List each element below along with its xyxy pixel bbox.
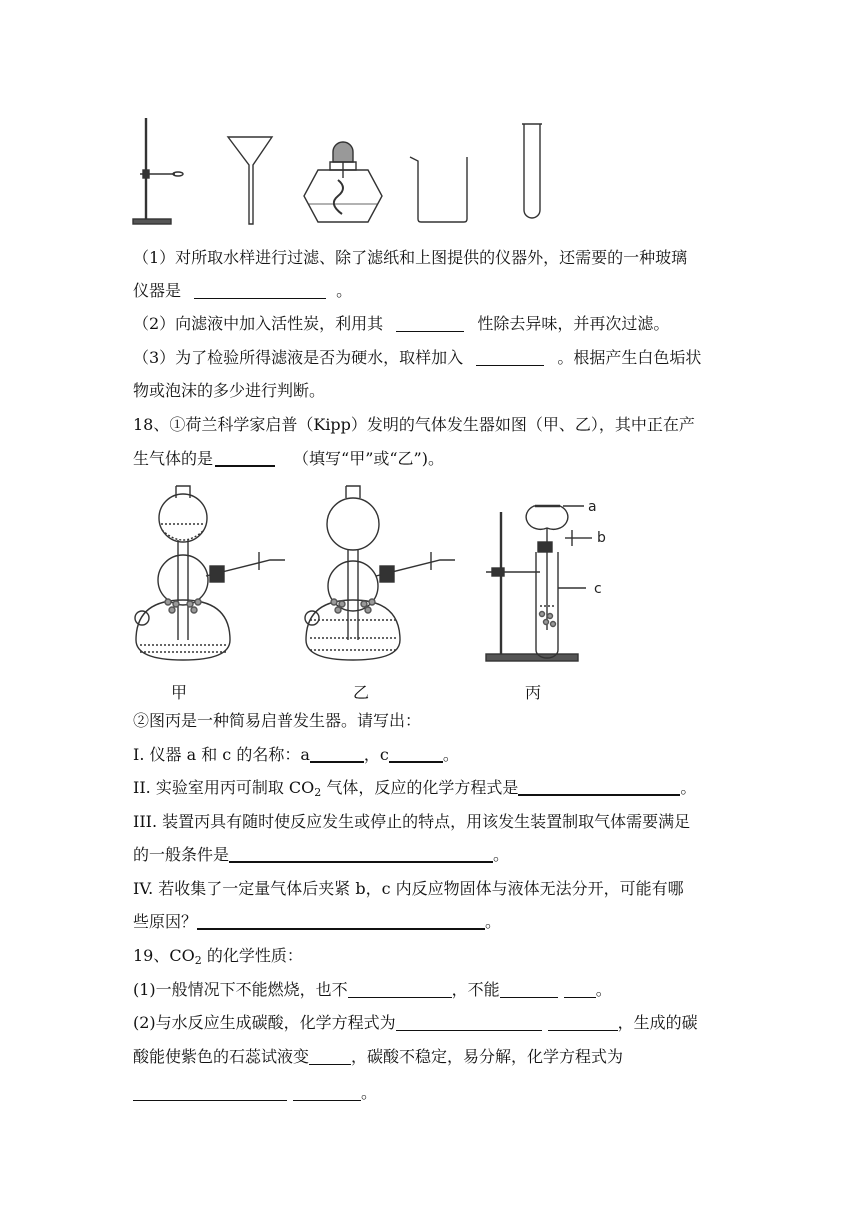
beaker-icon	[410, 157, 467, 222]
fig-letter-b: b	[597, 530, 606, 546]
answer-blank-property[interactable]	[396, 315, 464, 332]
fig-label-yi: 乙	[353, 683, 370, 702]
q18-item-iii-line1: III. 装置丙具有随时使反应发生或停止的特点，用该发生装置制取气体需要满足	[133, 812, 691, 831]
lab-equipment-figure	[0, 0, 860, 240]
answer-blank-not-support[interactable]	[348, 981, 452, 998]
q18-line1: 18、①荷兰科学家启普（Kipp）发明的气体发生器如图（甲、乙），其中正在产	[133, 415, 695, 434]
funnel-icon	[228, 137, 272, 224]
iron-stand-icon	[133, 118, 183, 224]
answer-blank-equation-co2[interactable]	[518, 778, 680, 796]
q17-part3-line2: 物或泡沫的多少进行判断。	[133, 381, 326, 400]
answer-blank-which-generator[interactable]	[215, 449, 275, 467]
kipp-generator-jia-icon	[135, 486, 285, 660]
q19-part1: (1)一般情况下不能燃烧，也不 ，不能 。	[133, 980, 612, 999]
answer-blank-instrument-c[interactable]	[389, 745, 443, 763]
q18-line2: 生气体的是 （填写“甲”或“乙”)。	[133, 449, 444, 468]
answer-blank-reagent[interactable]	[476, 349, 544, 366]
q18-item-iii-line2: 的一般条件是 。	[133, 845, 510, 864]
fig-label-bing: 丙	[525, 683, 542, 702]
q17-part1-line1: （1）对所取水样进行过滤、除了滤纸和上图提供的仪器外，还需要的一种玻璃	[133, 248, 688, 267]
q18-item-iv-line1: IV. 若收集了一定量气体后夹紧 b，c 内反应物固体与液体无法分开，可能有哪	[133, 879, 684, 898]
q18-item-ii: II. 实验室用丙可制取 $CO_2$ 气体，反应的化学方程式是 。	[133, 778, 697, 799]
answer-blank-decomposition-1[interactable]	[133, 1084, 287, 1101]
answer-blank-conditions[interactable]	[229, 845, 493, 863]
fig-letter-c: c	[594, 581, 602, 597]
fig-label-jia: 甲	[171, 683, 188, 702]
answer-blank-litmus-color[interactable]	[309, 1048, 351, 1065]
fig-letter-a: a	[588, 499, 597, 515]
q18-part2-intro: ②图丙是一种简易启普发生器。请写出：	[133, 711, 422, 730]
answer-blank-decomposition-2[interactable]	[293, 1084, 361, 1101]
answer-blank-carbonic-equation-1[interactable]	[396, 1014, 542, 1031]
q19-part2-line3: 。	[133, 1083, 733, 1103]
simple-kipp-generator-bing-icon	[486, 506, 592, 661]
answer-blank-carbonic-equation-2[interactable]	[548, 1014, 618, 1031]
answer-blank-reasons[interactable]	[197, 912, 485, 930]
q19-title: 19、$CO_2$ 的化学性质：	[133, 946, 303, 967]
answer-blank-instrument-a[interactable]	[310, 745, 364, 763]
q17-part2: （2）向滤液中加入活性炭，利用其 性除去异味，并再次过滤。	[133, 314, 670, 333]
q19-part2-line1: (2)与水反应生成碳酸，化学方程式为 ，生成的碳	[133, 1013, 698, 1032]
kipp-generator-yi-icon	[305, 486, 455, 660]
answer-blank-cannot-2[interactable]	[564, 981, 596, 998]
q17-part1-line2: 仪器是 。	[133, 281, 353, 300]
answer-blank-cannot-1[interactable]	[500, 981, 558, 998]
answer-blank-glass-instrument[interactable]	[194, 282, 326, 299]
kipp-apparatus-figure	[0, 480, 860, 700]
q18-item-iv-line2: 些原因？ 。	[133, 912, 502, 931]
q17-part3-line1: （3）为了检验所得滤液是否为硬水，取样加入 。根据产生白色垢状	[133, 348, 702, 367]
test-tube-icon	[522, 124, 542, 218]
q18-item-i: I. 仪器 a 和 c 的名称：a ，c 。	[133, 745, 459, 764]
alcohol-lamp-icon	[304, 142, 382, 222]
q19-part2-line2: 酸能使紫色的石蕊试液变 ，碳酸不稳定，易分解，化学方程式为	[133, 1047, 624, 1066]
